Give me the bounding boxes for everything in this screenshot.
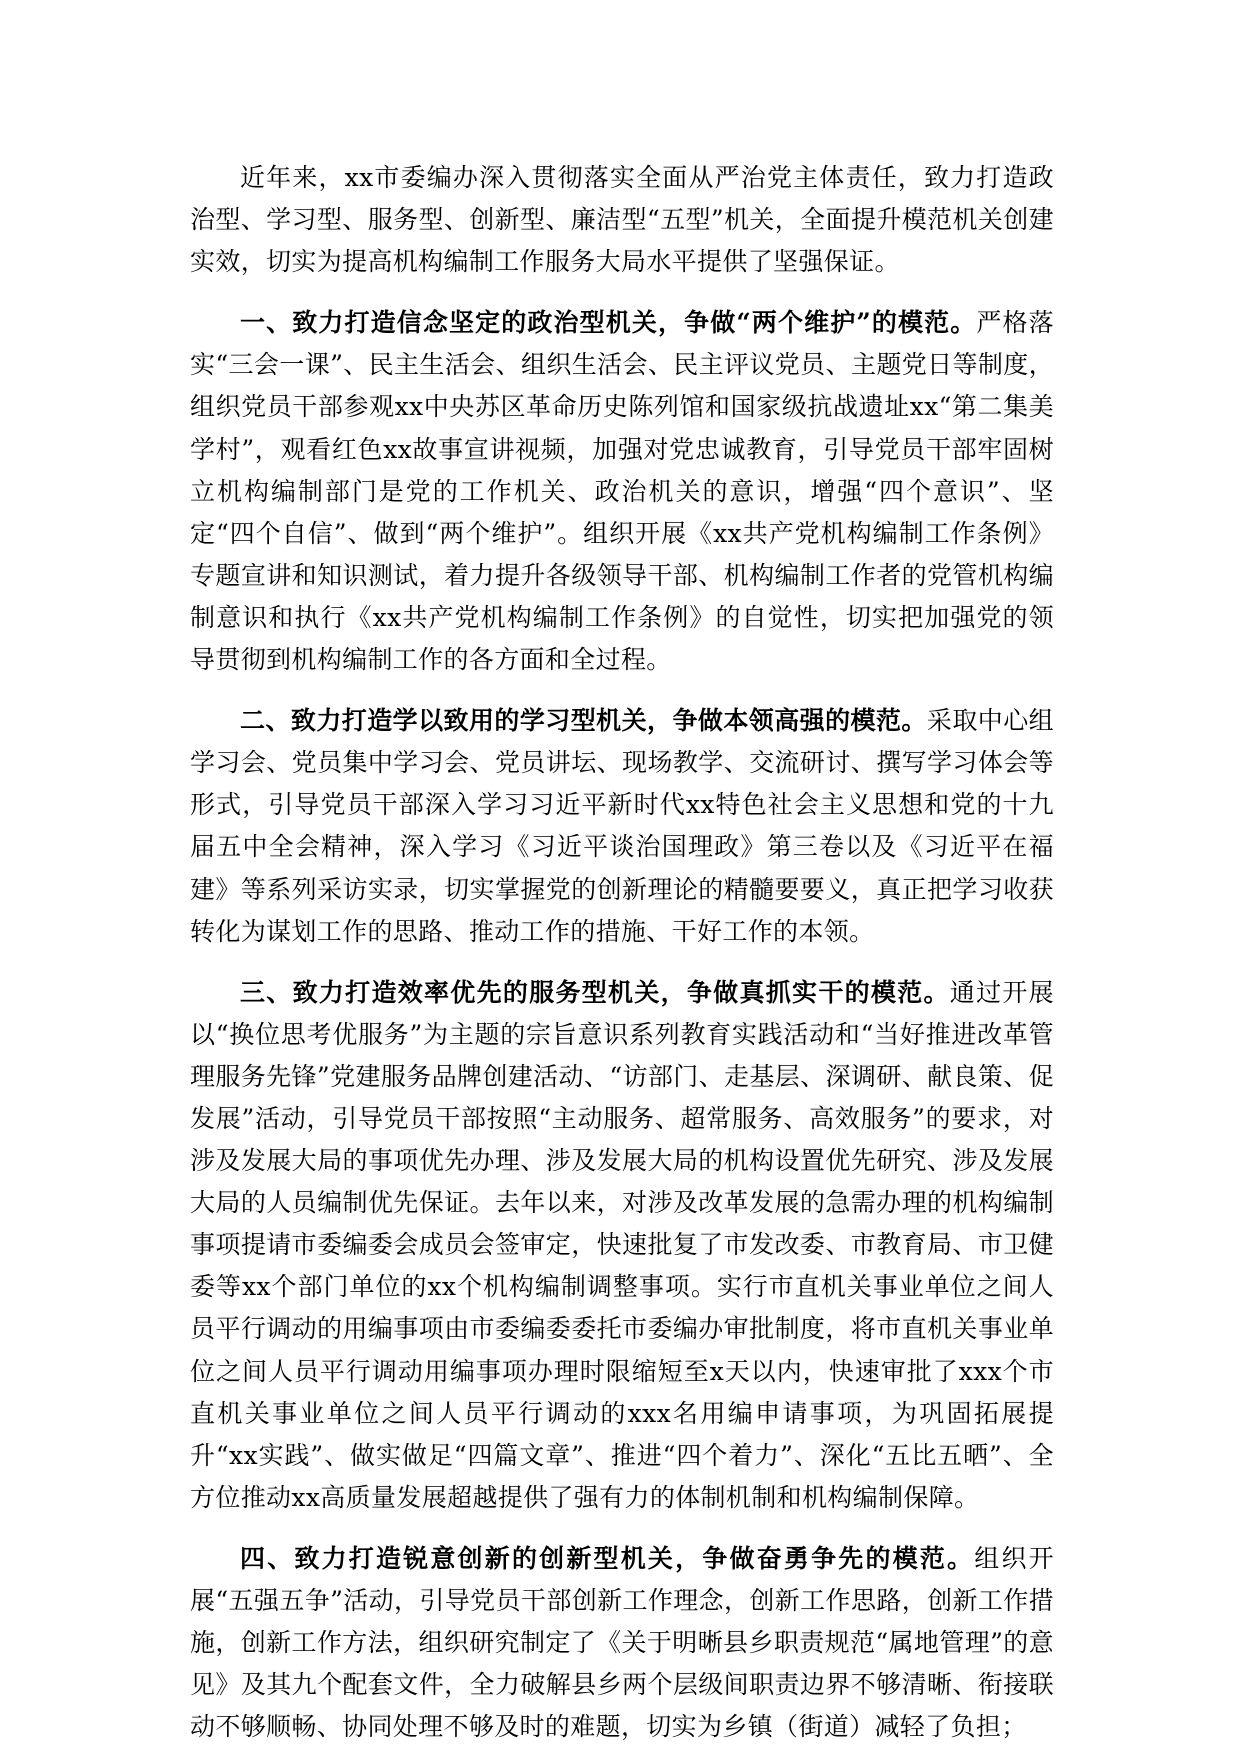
intro-paragraph	[190, 157, 1054, 283]
document-body	[190, 157, 1054, 1748]
section-1-paragraph	[190, 302, 1054, 681]
section-2-paragraph	[190, 700, 1054, 953]
section-3-paragraph	[190, 972, 1054, 1519]
section-heading: 二、致力打造学以致用的学习型机关，争做本领高强的模范。	[240, 706, 927, 736]
section-heading: 三、致力打造效率优先的服务型机关，争做真抓实干的模范。	[240, 977, 950, 1007]
paragraph-text: 组织开展“五强五争”活动，引导党员干部创新工作理念，创新工作思路，创新工作措施，创新工作方法，组织研究制定了《关于明晰县乡职责规范“属地管理”的意见》及其九个配套文件，全力破解县乡两个层级间职责边界不够清晰、衔接联动不够顺畅、协同处理不够及时的难题，切实为乡镇（街道）减轻了负担；	[190, 1543, 1054, 1742]
section-heading: 四、致力打造锐意创新的创新型机关，争做奋勇争先的模范。	[240, 1543, 975, 1573]
paragraph-text: 近年来，xx市委编办深入贯彻落实全面从严治党主体责任，致力打造政治型、学习型、服务型、创新型、廉洁型“五型”机关，全面提升模范机关创建实效，切实为提高机构编制工作服务大局水平提供了坚强保证。	[190, 163, 1054, 277]
paragraph-text: 严格落实“三会一课”、民主生活会、组织生活会、民主评议党员、主题党日等制度，组织党员干部参观xx中央苏区革命历史陈列馆和国家级抗战遗址xx“第二集美学村”，观看红色xx故事宣讲视频，加强对党忠诚教育，引导党员干部牢固树立机构编制部门是党的工作机关、政治机关的意识，增强“四个意识”、坚定“四个自信”、做到“两个维护”。组织开展《xx共产党机构编制工作条例》专题宣讲和知识测试，着力提升各级领导干部、机构编制工作者的党管机构编制意识和执行《xx共产党机构编制工作条例》的自觉性，切实把加强党的领导贯彻到机构编制工作的各方面和全过程。	[190, 308, 1054, 675]
paragraph-text: 采取中心组学习会、党员集中学习会、党员讲坛、现场教学、交流研讨、撰写学习体会等形式，引导党员干部深入学习习近平新时代xx特色社会主义思想和党的十九届五中全会精神，深入学习《习近平谈治国理政》第三卷以及《习近平在福建》等系列采访实录，切实掌握党的创新理论的精髓要要义，真正把学习收获转化为谋划工作的思路、推动工作的措施、干好工作的本领。	[190, 706, 1054, 946]
section-4-paragraph	[190, 1538, 1054, 1748]
section-heading: 一、致力打造信念坚定的政治型机关，争做“两个维护”的模范。	[240, 308, 977, 338]
paragraph-text: 通过开展以“换位思考优服务”为主题的宗旨意识系列教育实践活动和“当好推进改革管理服务先锋”党建服务品牌创建活动、“访部门、走基层、深调研、献良策、促发展”活动，引导党员干部按照“主动服务、超常服务、高效服务”的要求，对涉及发展大局的事项优先办理、涉及发展大局的机构设置优先研究、涉及发展大局的人员编制优先保证。去年以来，对涉及改革发展的急需办理的机构编制事项提请市委编委会成员会签审定，快速批复了市发改委、市教育局、市卫健委等xx个部门单位的xx个机构编制调整事项。实行市直机关事业单位之间人员平行调动的用编事项由市委编委委托市委编办审批制度，将市直机关事业单位之间人员平行调动用编事项办理时限缩短至x天以内，快速审批了xxx个市直机关事业单位之间人员平行调动的xxx名用编申请事项，为巩固拓展提升“xx实践”、做实做足“四篇文章”、推进“四个着力”、深化“五比五晒”、全方位推动xx高质量发展超越提供了强有力的体制机制和机构编制保障。	[190, 977, 1054, 1512]
